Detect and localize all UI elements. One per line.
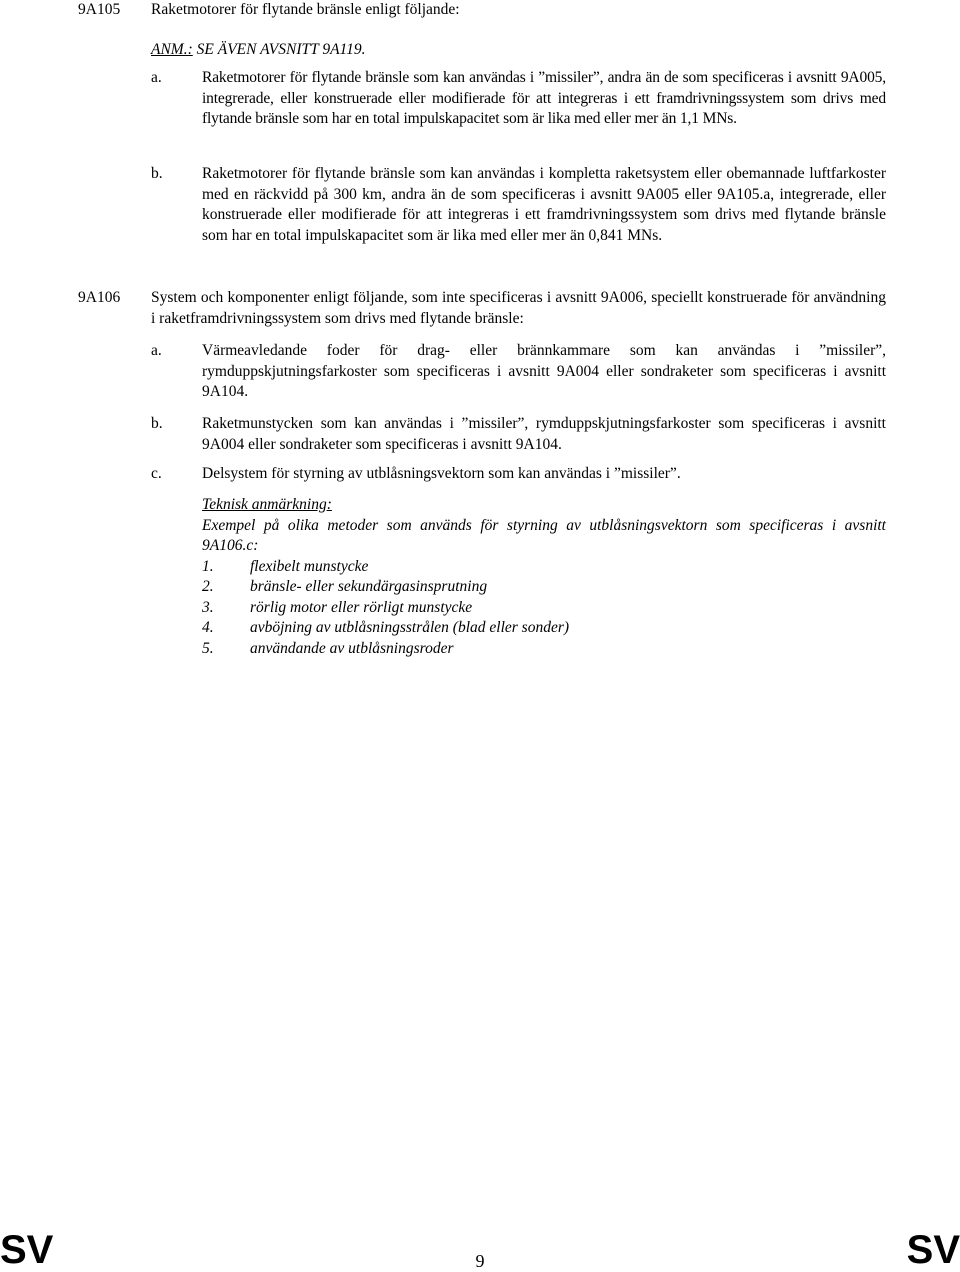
item-letter: a.: [151, 342, 162, 359]
technical-note-heading: Teknisk anmärkning:: [202, 496, 332, 513]
language-code-left: SV: [0, 1228, 54, 1272]
entry-title: Raketmotorer för flytande bränsle enligt följande:: [151, 1, 460, 18]
technical-note-list: [202, 557, 886, 660]
item-text: Delsystem för styrning av utblåsningsvektorn som kan användas i ”missiler”.: [202, 465, 681, 482]
list-text: flexibelt munstycke: [250, 557, 369, 575]
page-number: 9: [475, 1251, 485, 1271]
cross-reference-note: [151, 40, 366, 61]
list-item: [151, 414, 886, 455]
entry-code: 9A106: [78, 289, 121, 306]
list-text: användande av utblåsningsroder: [250, 639, 454, 657]
list-item: [202, 639, 886, 660]
item-letter: b.: [151, 415, 163, 432]
item-text: Raketmotorer för flytande bränsle som kan användas i kompletta raketsystem eller obemannade luftfarkoster med en räckvidd på 300 km, andra än de som specificeras i avsnitt 9A005 eller 9A105.a, integrerade, eller konstruerade eller modifierade för att integreras i ett framdrivningssystem som drivs med flytande bränsle som har en total impulskapacitet som är lika med eller mer än 0,841 MNs.: [202, 165, 886, 244]
list-number: 5.: [202, 639, 214, 657]
list-item: [202, 618, 886, 639]
item-letter: a.: [151, 69, 162, 86]
item-text: Värmeavledande foder för drag- eller brännkammare som kan användas i ”missiler”, rymduppskjutningsfarkoster som specificeras i avsnitt 9A004 eller sondraketer som specificeras i avsnitt 9A104.: [202, 342, 886, 400]
language-code-right: SV: [906, 1228, 960, 1272]
list-number: 1.: [202, 557, 214, 575]
list-number: 3.: [202, 598, 214, 616]
list-item: [151, 341, 886, 403]
item-letter: b.: [151, 165, 163, 182]
list-item: [151, 464, 886, 485]
entry-title: System och komponenter enligt följande, som inte specificeras i avsnitt 9A006, speciellt konstruerade för användning i raketframdrivningssystem som drivs med flytande bränsle:: [151, 289, 886, 327]
list-number: 2.: [202, 578, 214, 595]
list-item: [202, 557, 886, 578]
list-text: avböjning av utblåsningsstrålen (blad eller sonder): [250, 619, 570, 636]
list-item: [202, 598, 886, 619]
list-item: [151, 164, 886, 246]
list-text: bränsle- eller sekundärgasinsprutning: [250, 578, 488, 595]
item-letter: c.: [151, 465, 162, 482]
entry-code: 9A105: [78, 1, 121, 18]
item-text: Raketmotorer för flytande bränsle som kan användas i ”missiler”, andra än de som specificeras i avsnitt 9A005, integrerade, eller konstruerade eller modifierade för att integreras i ett framdrivningssystem som drivs med flytande bränsle som har en total impulskapacitet som är lika med eller mer än 1,1 MNs.: [202, 69, 886, 127]
note-text: SE ÄVEN AVSNITT 9A119.: [192, 41, 366, 58]
list-number: 4.: [202, 619, 214, 636]
note-label: ANM.:: [151, 41, 193, 58]
list-text: rörlig motor eller rörligt munstycke: [250, 598, 473, 616]
technical-note: [202, 495, 886, 659]
list-item: [202, 577, 886, 598]
item-text: Raketmunstycken som kan användas i ”missiler”, rymduppskjutningsfarkoster som specificeras i avsnitt 9A004 eller sondraketer som specificeras i avsnitt 9A104.: [202, 415, 886, 453]
technical-note-intro: Exempel på olika metoder som används för styrning av utblåsningsvektorn som specificeras i avsnitt 9A106.c:: [202, 516, 886, 554]
list-item: [151, 68, 886, 130]
